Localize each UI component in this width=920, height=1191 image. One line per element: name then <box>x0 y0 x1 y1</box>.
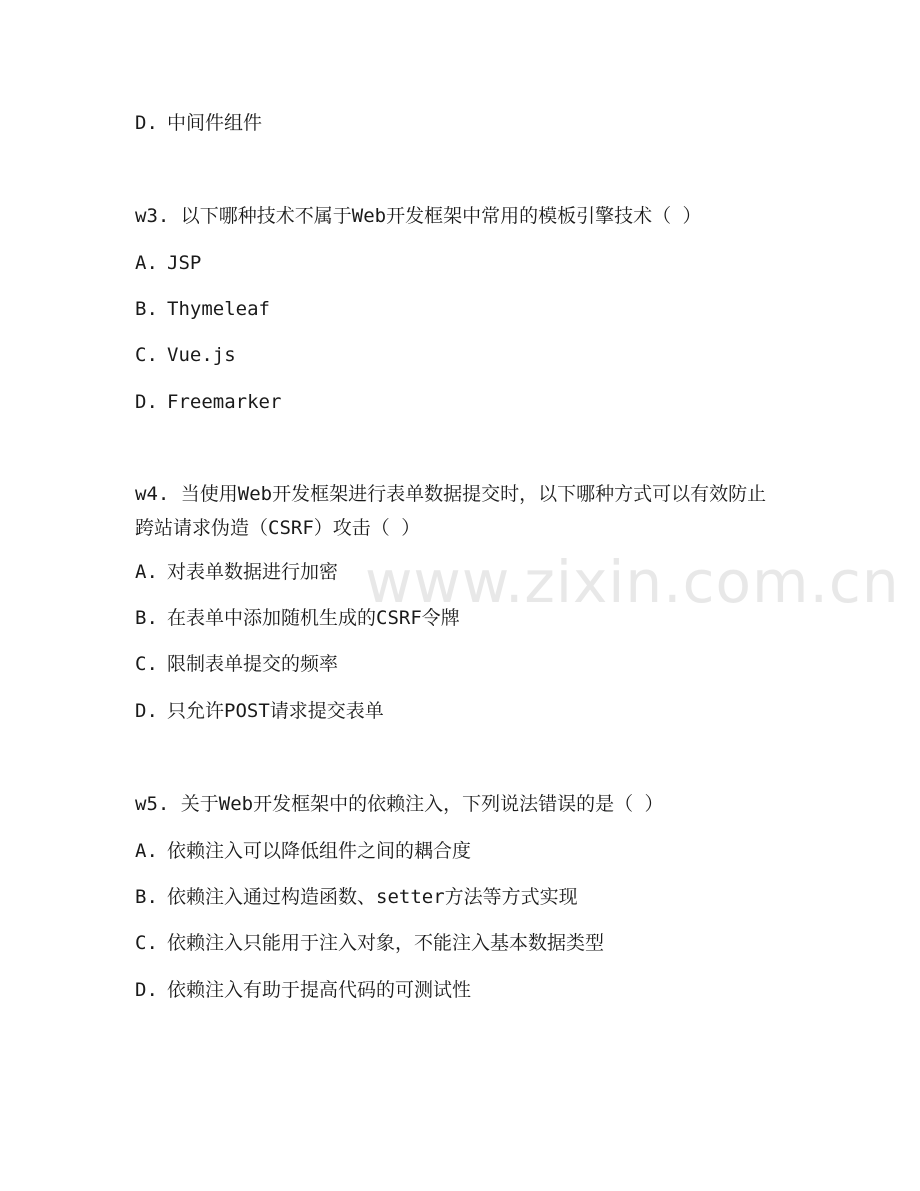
option-text: 限制表单提交的频率 <box>167 653 339 675</box>
question-title: w5. 关于Web开发框架中的依赖注入，下列说法错误的是（ ） <box>135 793 664 815</box>
question-title: w3. 以下哪种技术不属于Web开发框架中常用的模板引擎技术（ ） <box>135 205 702 227</box>
question-option <box>135 251 785 275</box>
question-option <box>135 931 785 955</box>
question-option <box>135 606 785 630</box>
option-letter: C. <box>135 932 158 954</box>
option-letter: B. <box>135 298 158 320</box>
option-text: JSP <box>167 252 202 274</box>
option-letter: D. <box>135 112 158 134</box>
option-letter: B. <box>135 886 158 908</box>
option-text: 中间件组件 <box>167 112 263 134</box>
option-text: 依赖注入可以降低组件之间的耦合度 <box>167 840 472 862</box>
option-text: 只允许POST请求提交表单 <box>167 700 384 722</box>
option-letter: B. <box>135 607 158 629</box>
question-option <box>135 885 785 909</box>
option-text: Thymeleaf <box>167 298 270 320</box>
question-option <box>135 343 785 367</box>
question-option <box>135 297 785 321</box>
option-text: Vue.js <box>167 344 236 366</box>
option-text: 对表单数据进行加密 <box>167 561 339 583</box>
prev-question-option-d <box>135 111 785 135</box>
option-letter: A. <box>135 840 158 862</box>
option-letter: D. <box>135 700 158 722</box>
question-title: w4. 当使用Web开发框架进行表单数据提交时，以下哪种方式可以有效防止跨站请求伪造（CSRF）攻击（ ） <box>135 483 767 539</box>
watermark: www.zixin.com.cn <box>365 548 900 616</box>
option-text: 依赖注入通过构造函数、setter方法等方式实现 <box>167 886 578 908</box>
option-text: 在表单中添加随机生成的CSRF令牌 <box>167 607 460 629</box>
option-letter: D. <box>135 391 158 413</box>
option-letter: C. <box>135 653 158 675</box>
option-text: 依赖注入有助于提高代码的可测试性 <box>167 979 472 1001</box>
option-letter: D. <box>135 979 158 1001</box>
option-letter: A. <box>135 252 158 274</box>
option-letter: A. <box>135 561 158 583</box>
question-option <box>135 839 785 863</box>
option-text: Freemarker <box>167 391 282 413</box>
option-letter: C. <box>135 344 158 366</box>
question-option <box>135 560 785 584</box>
option-text: 依赖注入只能用于注入对象，不能注入基本数据类型 <box>167 932 605 954</box>
question-option <box>135 390 785 414</box>
question-option <box>135 699 785 723</box>
question-option <box>135 978 785 1002</box>
question-option <box>135 652 785 676</box>
